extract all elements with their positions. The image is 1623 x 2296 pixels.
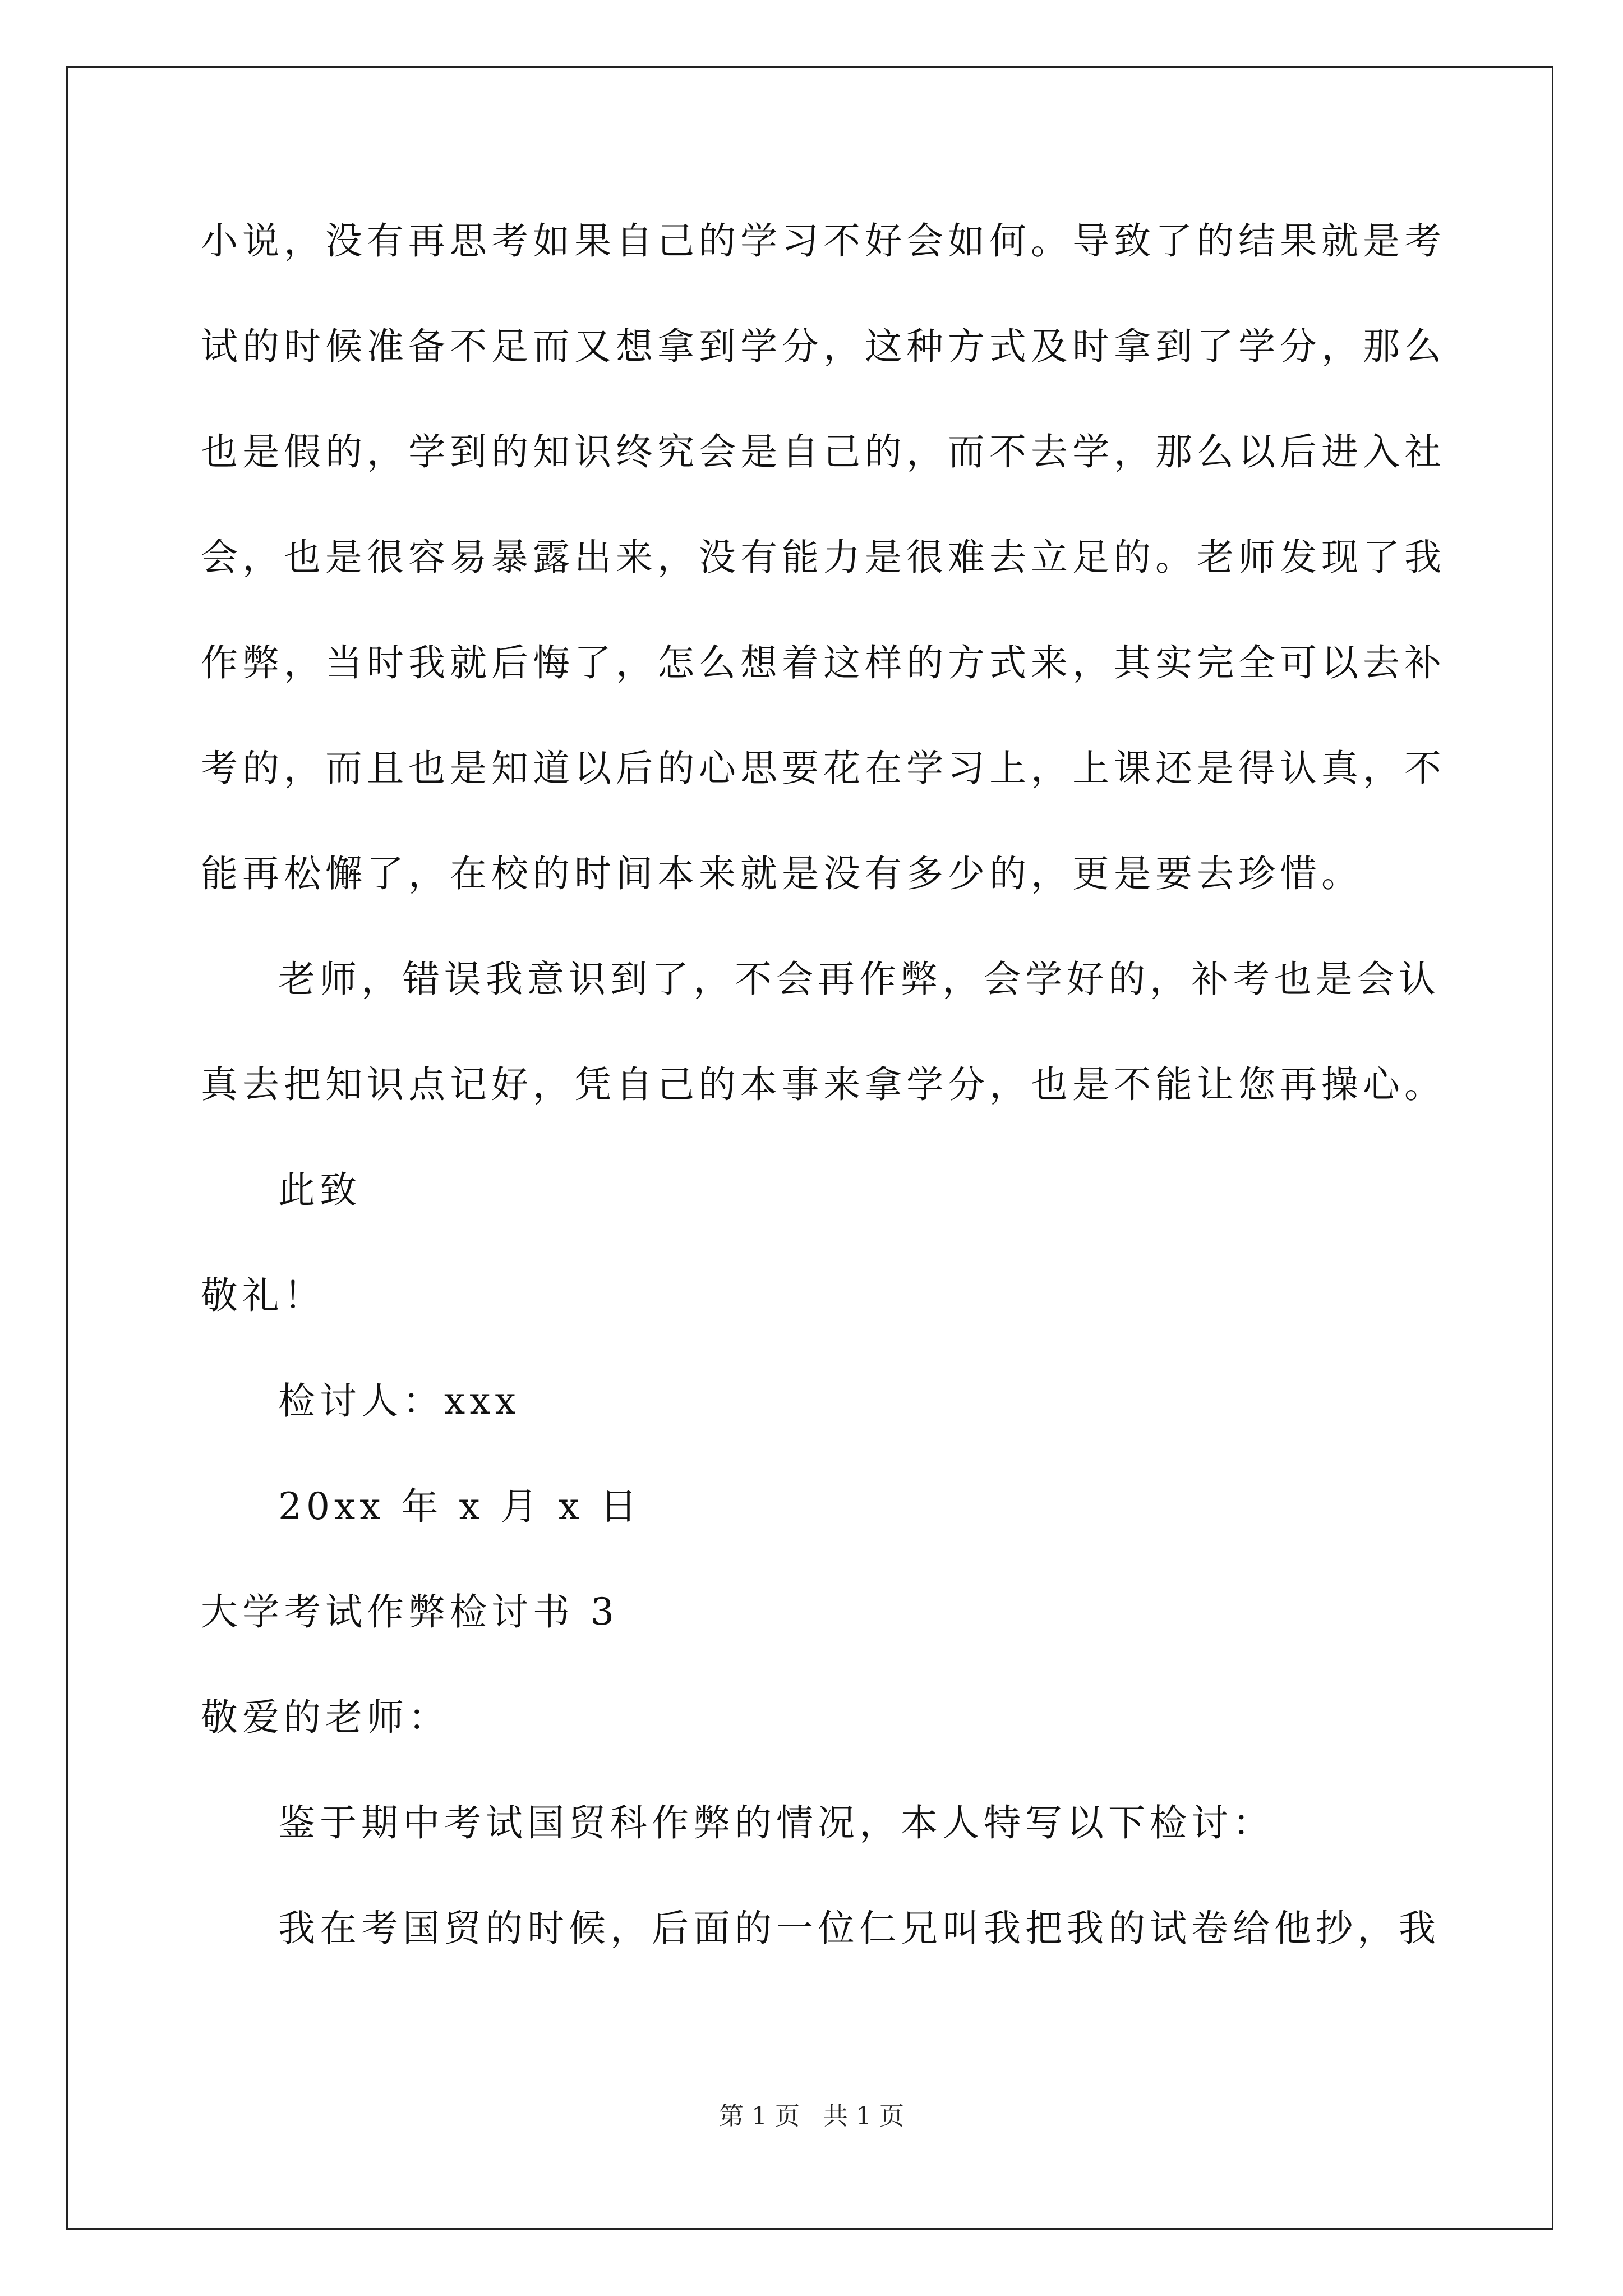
body-line: 真去把知识点记好，凭自己的本事来拿学分，也是不能让您再操心。 [201,1063,1446,1106]
page-number-total: 共 1 页 [823,2102,904,2131]
body-line: 作弊，当时我就后悔了，怎么想着这样的方式来，其实完全可以去补 [201,641,1446,684]
page-footer [0,2100,1623,2133]
body-line: 小说，没有再思考如果自己的学习不好会如何。导致了的结果就是考 [201,219,1446,263]
paragraph-start-line: 鉴于期中考试国贸科作弊的情况，本人特写以下检讨： [278,1801,1274,1844]
body-line: 会，也是很容易暴露出来，没有能力是很难去立足的。老师发现了我 [201,536,1446,579]
body-line: 考的，而且也是知道以后的心思要花在学习上，上课还是得认真，不 [201,747,1446,790]
section-title: 大学考试作弊检讨书 3 [201,1590,619,1634]
paragraph-start-line: 老师，错误我意识到了，不会再作弊，会学好的，补考也是会认 [278,958,1440,1001]
body-line: 能再松懈了，在校的时间本来就是没有多少的，更是要去珍惜。 [201,852,1363,895]
signature-line: 检讨人：xxx [278,1379,520,1423]
greeting-line: 敬爱的老师： [201,1696,450,1739]
closing-salutation: 此致 [278,1168,361,1212]
paragraph-start-line: 我在考国贸的时候，后面的一位仁兄叫我把我的试卷给他抄，我 [278,1907,1440,1950]
body-line: 也是假的，学到的知识终究会是自己的，而不去学，那么以后进入社 [201,430,1446,473]
body-line: 试的时候准备不足而又想拿到学分，这种方式及时拿到了学分，那么 [201,325,1446,368]
page-number-current: 第 1 页 [719,2102,800,2131]
date-line: 20xx 年 x 月 x 日 [278,1485,642,1528]
closing-regards: 敬礼！ [201,1274,325,1317]
